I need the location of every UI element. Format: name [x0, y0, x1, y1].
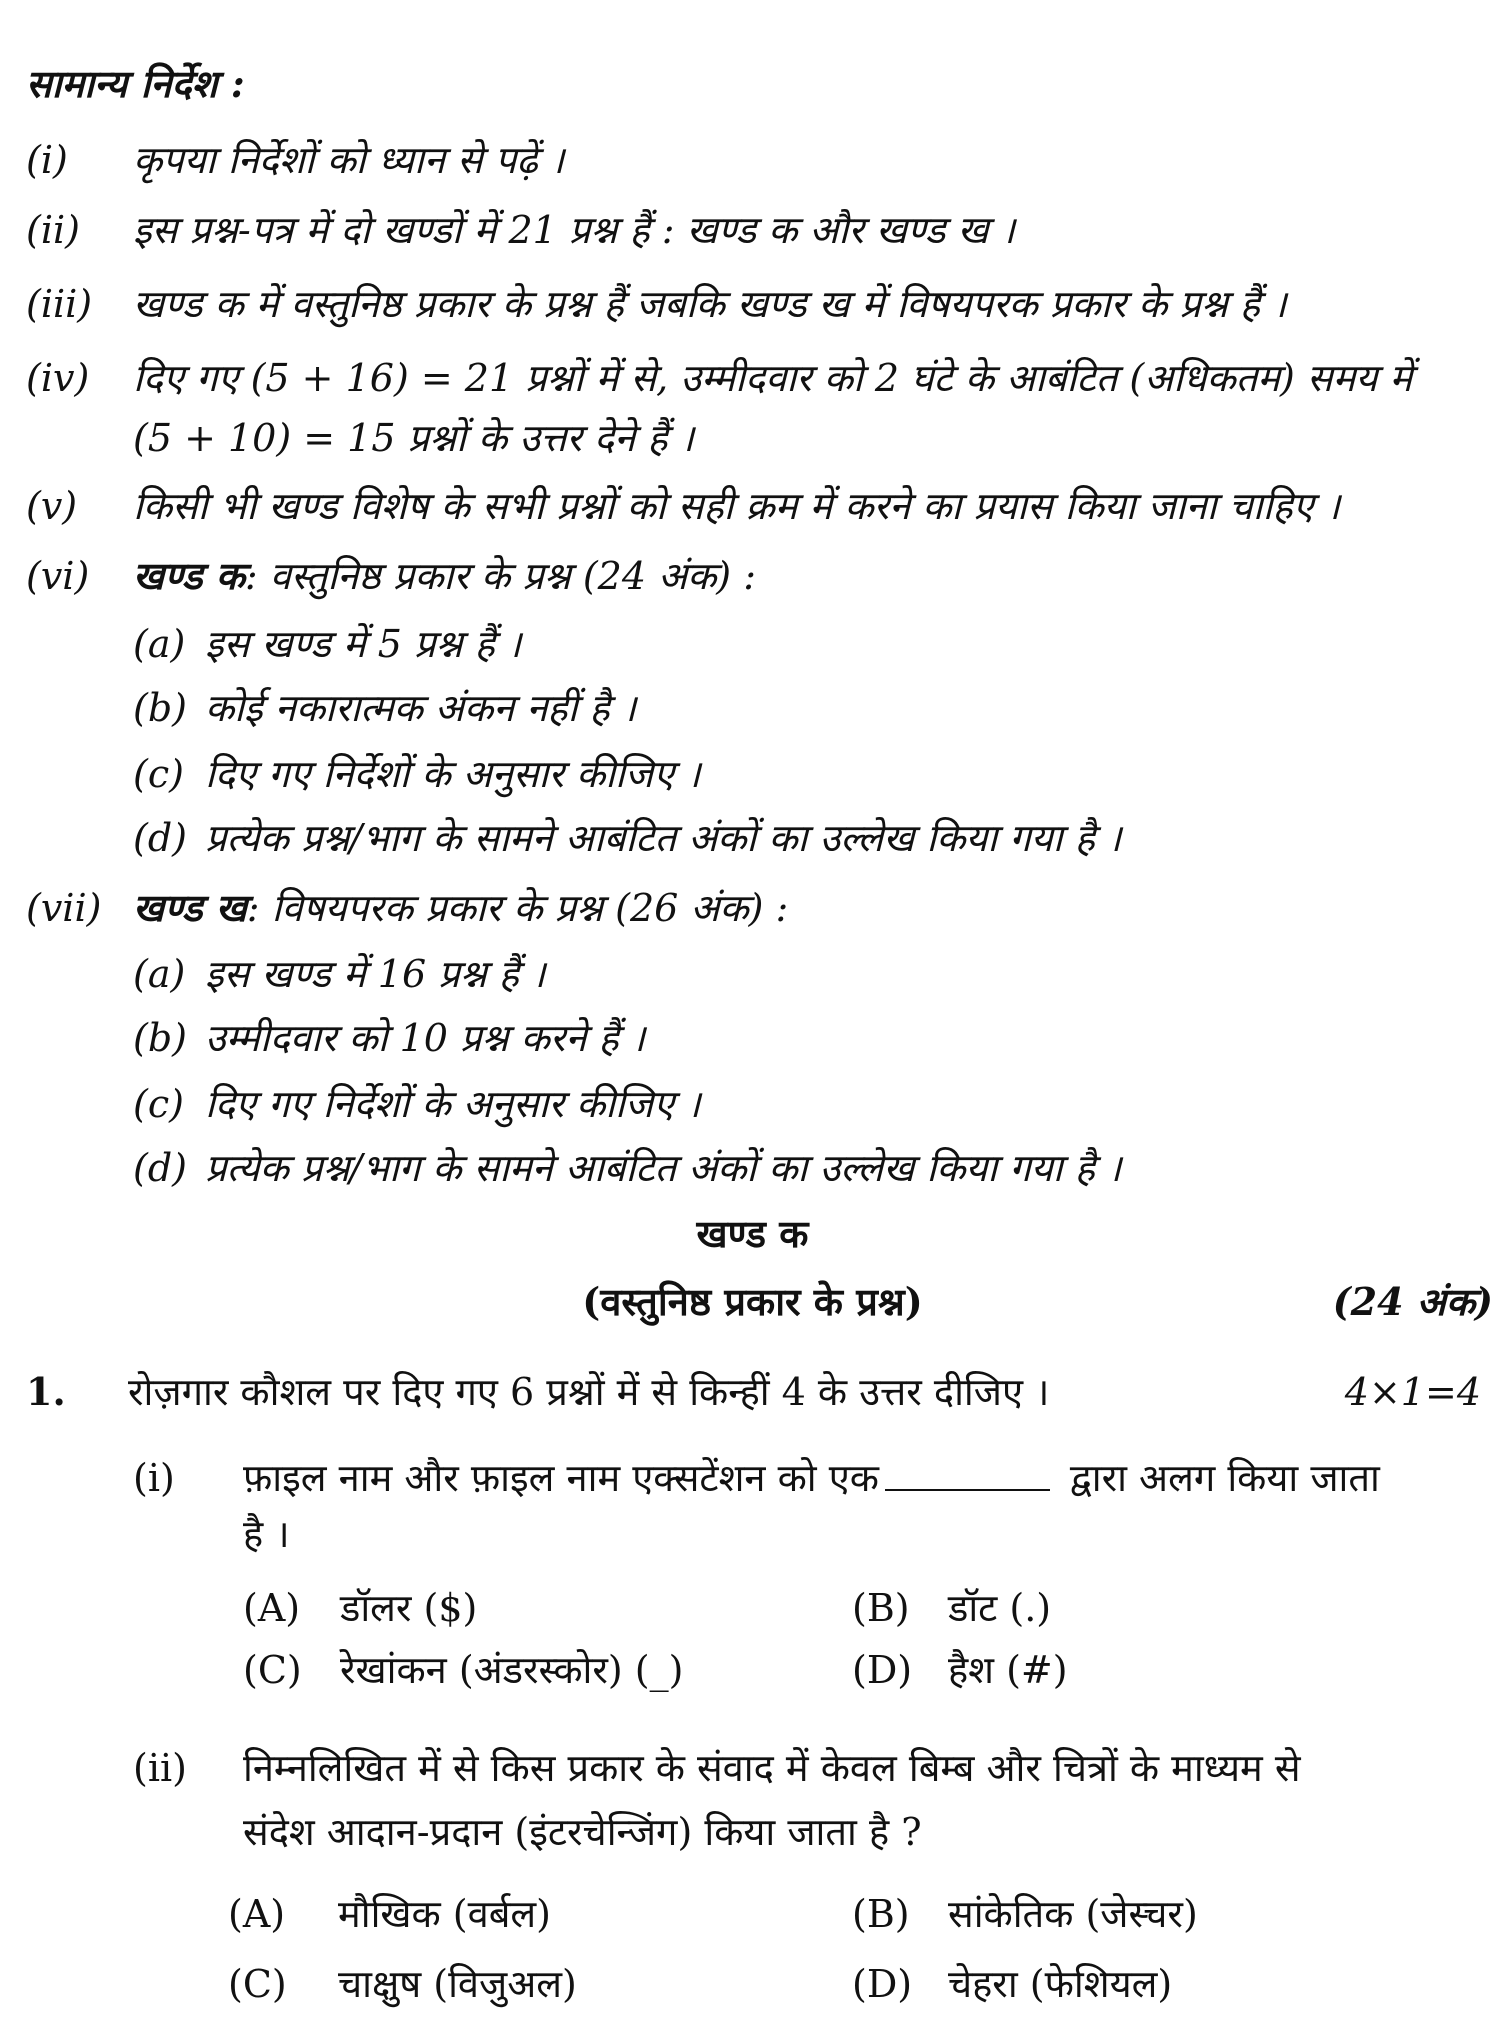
- instruction-text-3: खण्ड क में वस्तुनिष्ठ प्रकार के प्रश्न हैं जबकि खण्ड ख में विषयपरक प्रकार के प्रश्न हैं ।: [133, 282, 1287, 326]
- section-subtitle: (वस्तुनिष्ठ प्रकार के प्रश्न): [582, 1279, 923, 1324]
- instruction-num-7: (vii): [26, 886, 102, 930]
- sub-d-text-7: प्रत्येक प्रश्न/भाग के सामने आबंटित अंकों का उल्लेख किया गया है ।: [205, 1146, 1122, 1190]
- sub-a-text-6: इस खण्ड में 5 प्रश्न हैं ।: [205, 622, 522, 666]
- sub-c-text-7: दिए गए निर्देशों के अनुसार कीजिए ।: [205, 1082, 701, 1126]
- sub-b-num-6: (b): [133, 686, 187, 730]
- sub-b-text-6: कोई नकारात्मक अंकन नहीं है ।: [205, 686, 637, 730]
- part-2-option-d-text: चेहरा (फेशियल): [948, 1962, 1173, 2006]
- part-1-option-b-label: (B): [852, 1586, 910, 1630]
- section-a-lead: खण्ड क: [133, 553, 245, 598]
- sub-b-text-7: उम्मीदवार को 10 प्रश्न करने हैं ।: [205, 1016, 646, 1060]
- part-2-option-b-text: सांकेतिक (जेस्चर): [948, 1892, 1198, 1936]
- instruction-line-6: [133, 552, 756, 600]
- part-1-option-d-text: हैश (#): [948, 1648, 1068, 1692]
- part-2-option-c-label: (C): [228, 1962, 287, 2006]
- part-1-text-after: द्वारा अलग किया जाता: [1069, 1456, 1380, 1500]
- part-1-option-a-label: (A): [243, 1586, 301, 1630]
- instruction-text-1: कृपया निर्देशों को ध्यान से पढ़ें ।: [133, 138, 565, 182]
- part-1-text-before: फ़ाइल नाम और फ़ाइल नाम एक्सटेंशन को एक: [243, 1456, 879, 1500]
- sub-a-num-7: (a): [133, 952, 186, 996]
- sub-c-num-6: (c): [133, 752, 184, 796]
- part-2-text-line2: संदेश आदान-प्रदान (इंटरचेन्जिंग) किया जाता है ?: [243, 1810, 922, 1854]
- sub-d-num-6: (d): [133, 816, 187, 860]
- instruction-line-7: [133, 884, 788, 932]
- part-2-text-line1: निम्नलिखित में से किस प्रकार के संवाद में केवल बिम्ब और चित्रों के माध्यम से: [243, 1746, 1301, 1790]
- instruction-text-5: किसी भी खण्ड विशेष के सभी प्रश्नों को सही क्रम में करने का प्रयास किया जाना चाहिए ।: [133, 484, 1341, 528]
- question-number: 1.: [26, 1369, 66, 1414]
- instruction-text-2: इस प्रश्न-पत्र में दो खण्डों में 21 प्रश्न हैं : खण्ड क और खण्ड ख ।: [133, 208, 1016, 252]
- instruction-text-4: दिए गए (5 + 16) = 21 प्रश्नों में से, उम्मीदवार को 2 घंटे के आबंटित (अधिकतम) समय में: [133, 356, 1413, 400]
- sub-b-num-7: (b): [133, 1016, 187, 1060]
- part-1-option-d-label: (D): [852, 1648, 913, 1692]
- question-marks: 4×1=4: [1344, 1370, 1481, 1414]
- instruction-text-7: : विषयपरक प्रकार के प्रश्न (26 अंक) :: [246, 886, 789, 930]
- part-1-text-line2: है ।: [243, 1512, 290, 1556]
- section-marks: (24 अंक): [1332, 1279, 1493, 1324]
- part-1-option-a-text: डॉलर ($): [340, 1586, 478, 1630]
- instruction-text-6: : वस्तुनिष्ठ प्रकार के प्रश्न (24 अंक) :: [244, 554, 757, 598]
- instruction-num-6: (vi): [26, 554, 90, 598]
- sub-c-text-6: दिए गए निर्देशों के अनुसार कीजिए ।: [205, 752, 701, 796]
- part-2-num: (ii): [133, 1746, 187, 1790]
- sub-a-text-7: इस खण्ड में 16 प्रश्न हैं ।: [205, 952, 546, 996]
- part-2-option-a-text: मौखिक (वर्बल): [338, 1892, 551, 1936]
- part-1-option-b-text: डॉट (.): [948, 1586, 1052, 1630]
- sub-d-num-7: (d): [133, 1146, 187, 1190]
- section-b-lead: खण्ड ख: [133, 885, 247, 930]
- part-1-option-c-label: (C): [243, 1648, 302, 1692]
- instruction-num-5: (v): [26, 484, 78, 528]
- instruction-text-4-cont: (5 + 10) = 15 प्रश्नों के उत्तर देने हैं ।: [133, 416, 694, 460]
- sub-a-num-6: (a): [133, 622, 186, 666]
- part-1-line: [243, 1454, 1380, 1502]
- section-title: खण्ड क: [696, 1211, 809, 1256]
- part-2-option-c-text: चाक्षुष (विजुअल): [338, 1962, 577, 2006]
- part-2-option-d-label: (D): [852, 1962, 913, 2006]
- instruction-num-4: (iv): [26, 356, 90, 400]
- instruction-num-3: (iii): [26, 282, 93, 326]
- part-2-option-b-label: (B): [852, 1892, 910, 1936]
- question-text: रोज़गार कौशल पर दिए गए 6 प्रश्नों में से किन्हीं 4 के उत्तर दीजिए ।: [128, 1370, 1050, 1414]
- part-1-option-c-text: रेखांकन (अंडरस्कोर) (_): [340, 1648, 684, 1692]
- sub-d-text-6: प्रत्येक प्रश्न/भाग के सामने आबंटित अंकों का उल्लेख किया गया है ।: [205, 816, 1122, 860]
- sub-c-num-7: (c): [133, 1082, 184, 1126]
- answer-blank: [885, 1459, 1050, 1491]
- instructions-heading: सामान्य निर्देश :: [26, 61, 245, 106]
- instruction-num-2: (ii): [26, 208, 80, 252]
- part-2-option-a-label: (A): [228, 1892, 286, 1936]
- instruction-num-1: (i): [26, 138, 68, 182]
- part-1-num: (i): [133, 1456, 175, 1500]
